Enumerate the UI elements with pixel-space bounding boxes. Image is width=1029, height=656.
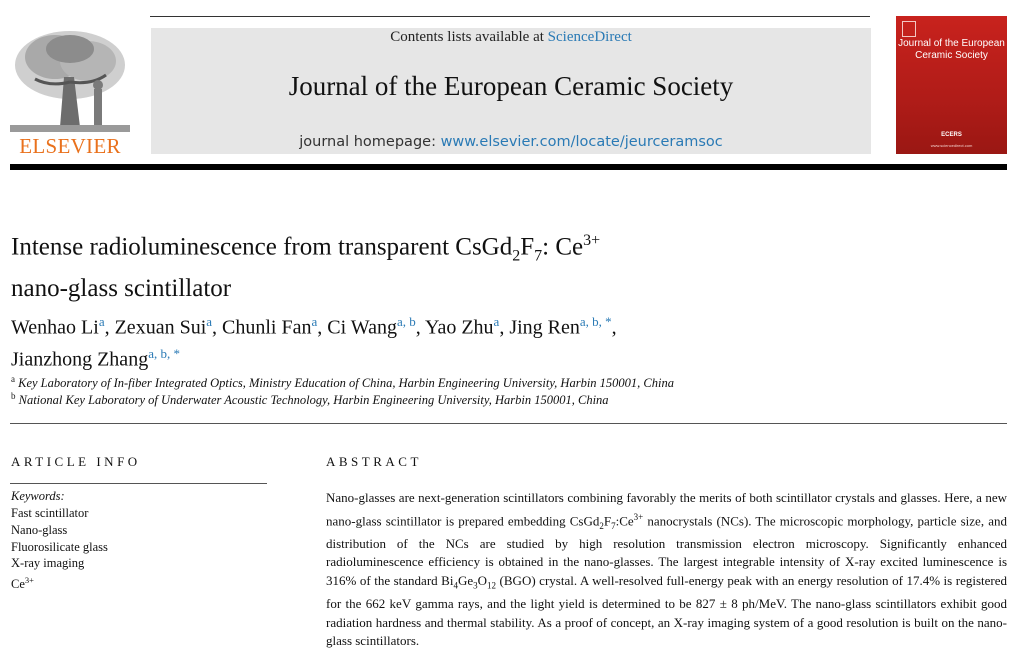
article-info-rule [10, 483, 267, 484]
abstract-sub: 4 [453, 580, 458, 591]
title-text-2: F [520, 233, 535, 261]
title-sup: 3+ [583, 232, 601, 249]
affiliation-mark: b [11, 391, 16, 401]
author-name[interactable]: Ci Wang [327, 316, 397, 339]
contents-available-line [151, 29, 871, 46]
keyword-sup: 3+ [24, 575, 34, 586]
journal-homepage-link[interactable]: www.elsevier.com/locate/jeurceramsoc [440, 134, 723, 150]
abstract-heading: ABSTRACT [326, 454, 422, 469]
abstract-text: F [603, 512, 612, 528]
title-text-1: Intense radioluminescence from transparent CsGd [11, 233, 513, 261]
affiliation-text: Key Laboratory of In-fiber Integrated Optics, Ministry Education of China, Harbin Engineering University, Harbin 150001, China [18, 376, 674, 391]
affiliation-a [11, 374, 674, 391]
title-line-2: nano-glass scintillator [11, 275, 232, 303]
journal-header [0, 0, 1029, 175]
author-name[interactable]: Chunli Fan [222, 316, 312, 339]
abstract-text: Ge [457, 572, 474, 588]
author-separator: , [415, 316, 425, 339]
journal-homepage-line [151, 134, 871, 150]
abstract-sub: 3 [473, 580, 478, 591]
author-affil-mark[interactable]: a, b [396, 314, 416, 329]
author-separator: , [104, 316, 115, 339]
cover-emblem-icon [902, 21, 916, 37]
abstract-body [326, 489, 1007, 651]
article-info-heading: ARTICLE INFO [11, 454, 141, 469]
journal-banner [151, 28, 871, 154]
abstract-sup: 3+ [633, 511, 644, 522]
author-name[interactable]: Yao Zhu [425, 316, 494, 339]
article-title [11, 224, 911, 305]
journal-title: Journal of the European Ceramic Society [288, 71, 734, 101]
abstract-text: O [477, 572, 488, 588]
author-affil-mark[interactable]: a [493, 314, 500, 329]
author-affil-mark[interactable]: a [98, 314, 105, 329]
keywords-label: Keywords: [11, 489, 65, 503]
abstract-sub: 12 [487, 580, 497, 591]
author-affil-mark[interactable]: a [206, 314, 213, 329]
publisher-name: ELSEVIER [19, 134, 121, 158]
affiliation-text: National Key Laboratory of Underwater Acoustic Technology, Harbin Engineering University, Harbin 150001, China [18, 393, 609, 408]
author-separator: , [611, 316, 617, 339]
contents-prefix: Contents lists available at [390, 29, 548, 45]
keyword-item: Fluorosilicate glass [11, 539, 108, 554]
affiliation-b [11, 391, 609, 408]
section-divider [10, 423, 1007, 424]
homepage-prefix: journal homepage: [299, 134, 441, 150]
author-affil-mark[interactable]: a, b, * [579, 314, 612, 329]
journal-cover-thumbnail[interactable] [896, 16, 1007, 154]
keyword-text: Ce [11, 577, 25, 592]
keyword-item: X-ray imaging [11, 556, 85, 571]
keyword-item: Nano-glass [11, 522, 68, 537]
sciencedirect-link[interactable]: ScienceDirect [547, 29, 632, 45]
title-sub-1: 2 [512, 247, 521, 265]
header-thick-rule [10, 164, 1007, 170]
keyword-item [11, 572, 108, 593]
cover-society-logo: ECERS [941, 132, 962, 138]
author-name[interactable]: Jing Ren [509, 316, 580, 339]
keyword-list [11, 505, 108, 593]
author-affil-mark[interactable]: a, b, * [148, 345, 180, 361]
abstract-sub: 2 [599, 520, 604, 531]
keyword-item: Fast scintillator [11, 506, 89, 520]
author-separator: , [317, 316, 328, 339]
author-name[interactable]: Jianzhong Zhang [11, 348, 149, 371]
abstract-text: :Ce [615, 512, 634, 528]
author-separator: , [212, 316, 223, 339]
cover-url: www.sciencedirect.com [930, 143, 973, 148]
author-list [11, 309, 1011, 372]
author-name[interactable]: Wenhao Li [11, 316, 99, 339]
title-sub-2: 7 [534, 247, 543, 265]
abstract-sub: 7 [611, 520, 616, 531]
elsevier-logo[interactable] [10, 27, 130, 157]
header-top-rule [150, 16, 870, 17]
affiliation-mark: a [11, 374, 15, 384]
cover-title: Journal of the European Ceramic Society [898, 38, 1005, 61]
author-name[interactable]: Zexuan Sui [114, 316, 207, 339]
abstract-text: nanocrystals (NCs). The microscopic morphology, particle size, and distribution of the NCs are studied by high resolution transmission electron microscopy. Significantly enhanced radioluminescence efficiency is obtained in the nano-glasses. The largest integrable intensity of X-ray excited luminescence is 316% of the standard Bi [326, 512, 1007, 588]
author-affil-mark[interactable]: a [311, 314, 318, 329]
abstract-text: Nano-glasses are next-generation scintillators combining favorably the merits of both scintillator crystals and glasses. Here, a new nano-glass scintillator is prepared embedding CsGd [326, 490, 1007, 528]
title-text-3: : Ce [542, 233, 584, 261]
abstract-text: (BGO) crystal. A well-resolved full-energy peak with an energy resolution of 17.4% is registered for the 662 keV gamma rays, and the light yield is determined to be 827 ± 8 ph/MeV. The nano-glass scintillators exhibit good radiation hardness and thermal stability. As a proof of concept, an X-ray imaging system of a good resolution is built on the nano-glass scintillators. [326, 572, 1007, 649]
elsevier-tree-icon [10, 27, 130, 132]
author-separator: , [499, 316, 510, 339]
